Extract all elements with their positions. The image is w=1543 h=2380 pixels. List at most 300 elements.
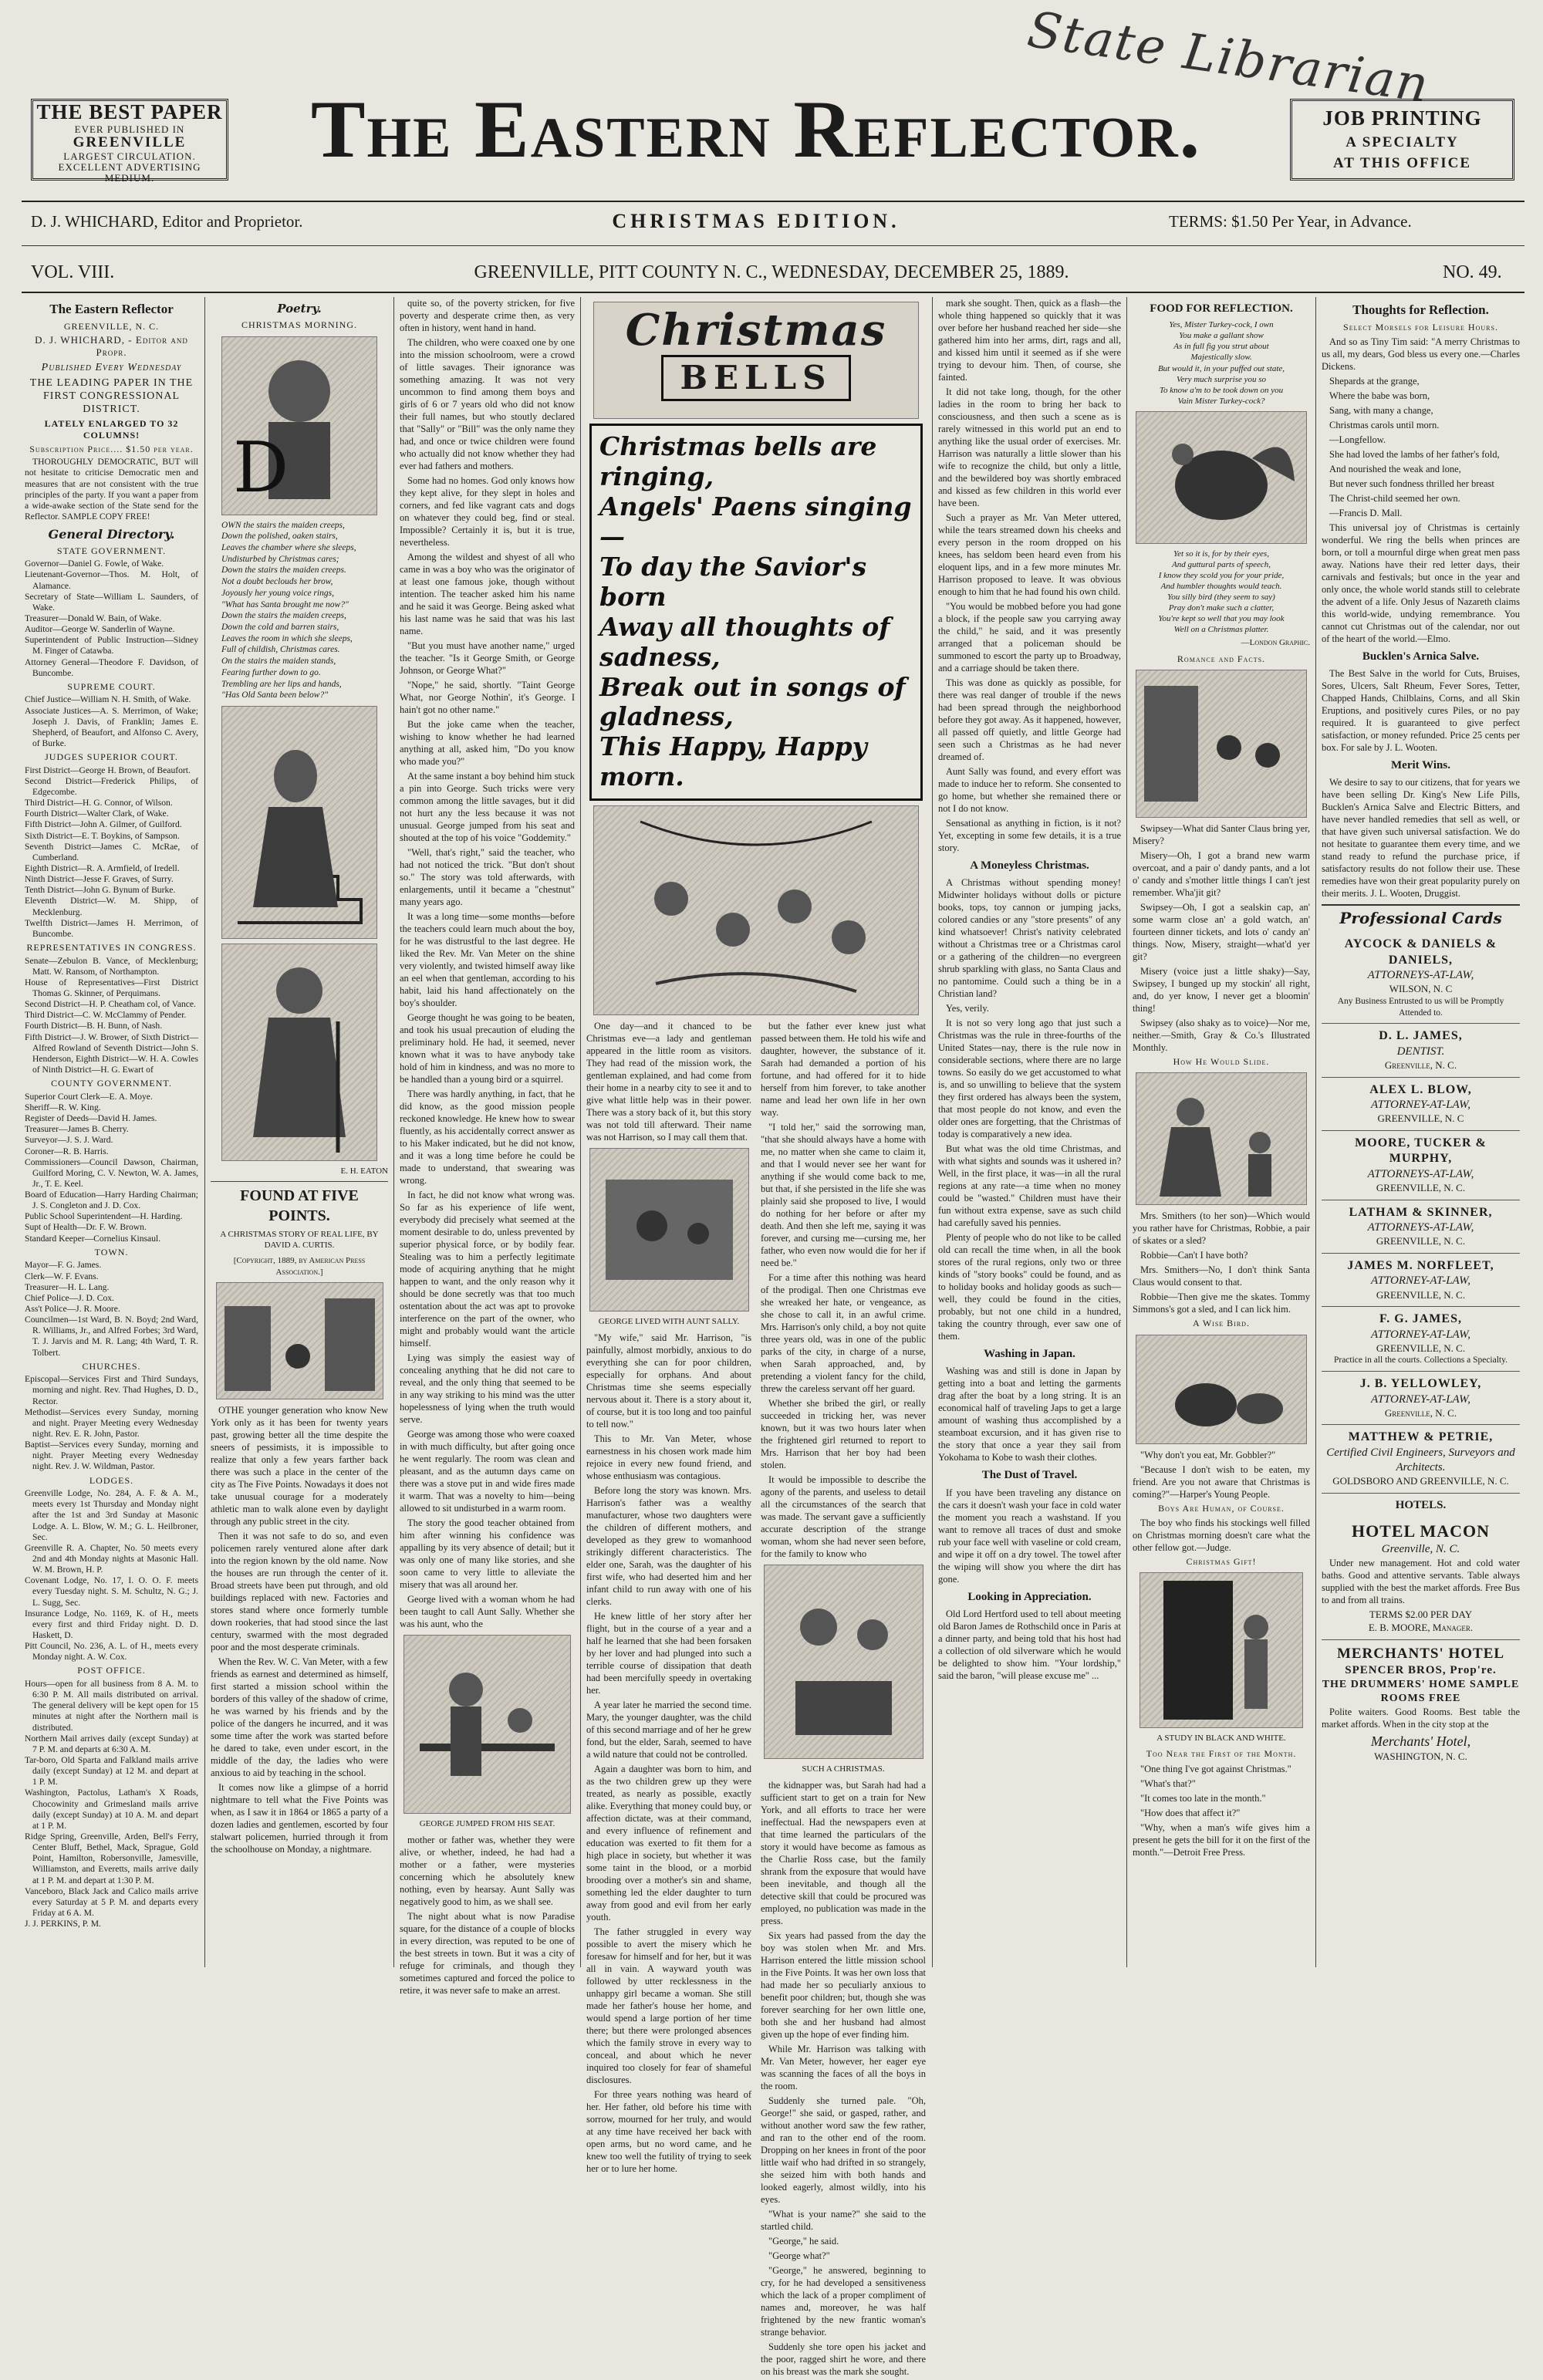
text-line: Hours—open for all business from 8 A. M. to 6:30 P. M. All mails distributed on arrival. The general delivery will be kept open for 15 minutes at night after the Northern mail is distributed. (25, 1679, 198, 1733)
churches-title: CHURCHES. (82, 1360, 141, 1372)
text-line: Such a prayer as Mr. Van Meter uttered, while the tears streamed down his cheeks and every person in the room dropped on his knees, has seldom been heard even from his eloquent lips, and in a few more minutes Mr. Harrison proposed to leave. It was obvious enough to him that he had found his own child. (938, 512, 1121, 597)
hotel2-text: Polite waiters. Good Rooms. Best table the market affords. When in the city stop at the (1322, 1706, 1520, 1730)
card-name: J. B. YELLOWLEY, (1359, 1377, 1482, 1391)
professional-card (1322, 1307, 1520, 1372)
published-line: Published Every Wednesday (41, 362, 182, 374)
text-line: Again a daughter was born to him, and as the two children grew up they were treated, as nearly as possible, exactly alike. Everything that money could buy, or affection dictate, was at their command, and every influence of refinement and education was exerted to fit them for a high place in society, but whether it was some taint in the blood, or a morbid brooding over a mother's sin and shame, something led the elder daughter to turn away from good and evil from her early youth. (586, 1764, 751, 1923)
illustration-street-boys (1136, 670, 1307, 818)
looking-title: Looking in Appreciation. (967, 1590, 1092, 1603)
hotel2-sign: Merchants' Hotel, (1370, 1733, 1471, 1749)
text-line: Surveyor—J. S. J. Ward. (25, 1135, 113, 1146)
card-place: GREENVILLE, N. C. (1376, 1235, 1466, 1247)
masthead-rule-bottom (22, 292, 1524, 293)
text-line: Pitt Council, No. 236, A. L. of H., meets every Monday night. A. W. Cox. (25, 1641, 198, 1663)
column-rule (204, 297, 205, 1967)
illustration-such-a-christmas (764, 1565, 923, 1759)
text-line: Before long the story was known. Mrs. Harrison's father was a wealthy manufacturer, whose two daughters were the children of different mothers, and developed as they grew to womanhood strikingly different characteristics. The elder one, Sarah, was the daughter of his first wife, who had deserted him and her infant child to run away with one of his clerks. (586, 1485, 751, 1608)
professional-card (1322, 1200, 1520, 1254)
svg-text:D: D (233, 427, 289, 508)
card-name: LATHAM & SKINNER, (1349, 1205, 1493, 1219)
column-rule (580, 297, 581, 1967)
column-rule (932, 297, 933, 1967)
turkey-icon (1136, 412, 1306, 543)
text-line: Yes, Mister Turkey-cock, I own (1169, 320, 1274, 330)
bells-header-art (593, 302, 919, 419)
text-line: "Because I don't wish to be eaten, my friend. Are you not aware that Christmas is coming?"—Harper's Young People. (1133, 1463, 1310, 1500)
illustration-george-jumped (403, 1635, 571, 1814)
how-title: How He Would Slide. (1173, 1055, 1270, 1067)
maiden-illustration-icon (222, 707, 376, 938)
text-line: You silly bird (they seem to say) (1167, 592, 1275, 603)
text-line: Baptist—Services every Sunday, morning and night. Prayer Meeting every Wednesday night. Rev. J. W. Wildman, Pastor. (25, 1440, 198, 1472)
text-line: As in full fig you strut about (1173, 342, 1269, 352)
text-line: Insurance Lodge, No. 1169, K. of H., meets every first and third Friday night. D. D. Haskett, D. (25, 1608, 198, 1640)
text-line: I know they scold you for your pride, (1158, 570, 1285, 580)
text-line: Plenty of people who do not like to be called old can recall the time when, in all the book stores of the rural regions, only two or three kinds of "story books" could be found, and as to holiday books and holiday goods as such—well, they could be found in the cities, probably, but not one child in a hundred, taking the country through, ever saw one of them. (938, 1232, 1121, 1342)
text-line: quite so, of the poverty stricken, for five poverty and desperate crime then, as very often in history, went hand in hand. (400, 298, 575, 333)
ear-right-box (1290, 99, 1514, 181)
text-line: "George what?" (768, 2250, 830, 2262)
masthead-rule-mid (22, 245, 1524, 246)
subscription-price: Subscription Price.... $1.50 per year. (29, 443, 194, 454)
text-line: "I told her," said the sorrowing man, "that she should always have a home with me, no matter when she came to claim it, and that I would never see her want for anything if she would come back to me, but that, if she persisted in the life she was plainly said she proposed to live, I would do nothing for her before or after my death. And then she left me, saying it was forever, and cursing me—cursing me, her father, who even now would die for her if need be." (761, 1122, 926, 1269)
text-line: He knew little of her story after her flight, but in the course of a year and a half he learned that she had been forsaken by her lover and had plunged into such a terrible course of dissipation that death had been mercifully speedy in overtaking her. (586, 1611, 751, 1696)
churches-list (25, 1374, 198, 1472)
text-line: the kidnapper was, but Sarah had had a sufficient start to get on a train for New York, and all efforts to trace her were ineffectual. Had the newspapers even at that time learned the particulars of the story it would have become as famous as the Charlie Ross case, but the family shrank from the exposure that would have been inevitable, and though all the detective skill that could be procured was employed, no publication was made in the press. (761, 1780, 926, 1927)
text-line: Superior Court Clerk—E. A. Moye. (25, 1091, 153, 1102)
text-line: Second District—Frederick Philips, of Edgecombe. (25, 775, 198, 798)
text-line: Misery (voice just a little shaky)—Say, Swipsey, I bunged up my stockin' all right, and, do yer know, I never get a bloomin' thing! (1133, 965, 1310, 1014)
card-note: Any Business Entrusted to us will be Promptly Attended to. (1337, 996, 1504, 1018)
mother-son-icon (1136, 1073, 1306, 1204)
democratic-notice: THOROUGHLY DEMOCRATIC, BUT will not hesitate to criticise Democratic men and measures that are not consistent with the true principles of the party. If you want a paper from a wide-awake section of the State send for the Reflector. SAMPLE COPY FREE! (25, 457, 198, 522)
masthead-rule-top (22, 201, 1524, 202)
text-line: Third District—C. W. McClammy of Pender. (25, 1010, 187, 1021)
text-line: Auditor—George W. Sanderlin of Wayne. (25, 624, 175, 635)
illustration-mother-son (1136, 1072, 1307, 1205)
classroom-illustration-icon (404, 1636, 570, 1813)
text-line: Swipsey—Oh, I got a sealskin cap, an' some warm close an' a gold watch, an' fourteen dinner tickets, and lots o' candy an' things. Now, Misery, straight—what'd yer git? (1133, 901, 1310, 962)
lodges-title: LODGES. (89, 1474, 134, 1486)
card-name: ALEX L. BLOW, (1369, 1082, 1472, 1096)
romance-title: Romance and Facts. (1177, 653, 1266, 664)
card-name: JAMES M. NORFLEET, (1347, 1258, 1494, 1272)
enlarged-note: LATELY ENLARGED TO 32 COLUMNS! (44, 418, 179, 441)
hotel2-drummers: THE DRUMMERS' HOME SAMPLE ROOMS FREE (1322, 1679, 1520, 1705)
town-list (25, 1260, 198, 1358)
cards-title: Professional Cards (1322, 904, 1520, 929)
text-line: OWN the stairs the maiden creeps, (221, 520, 345, 530)
text-line: Joyously her young voice rings, (221, 588, 334, 598)
text-line: "George," he said. (768, 2236, 839, 2247)
ear-left-box (31, 99, 228, 184)
illustration-caption: GEORGE JUMPED FROM HIS SEAT. (419, 1819, 555, 1828)
directory-title: General Directory. (48, 527, 175, 542)
text-line: Where the babe was born, (1329, 390, 1430, 402)
text-line: "Well, that's right," said the teacher, who had not noticed the trick. "But don't shout so." The story was told afterwards, with enlargements, until it became a "chestnut" many years ago. (400, 847, 575, 907)
text-line: This was done as quickly as possible, for there was real danger of trouble if the news had been spread through the neighborhood before they got away. As it happened, however, all passed off quietly, and little George had seen such a Christmas as he had never dreamed of. (938, 677, 1121, 762)
text-line: Twelfth District—James H. Merrimon, of Buncombe. (25, 917, 198, 939)
text-line: Lying was simply the easiest way of concealing anything that he did not care to reveal, and the only thing that seemed to be in any way striking to his mind was the utter hopelessness of lying when the truth would serve. (400, 1352, 575, 1425)
column-poetry (211, 297, 388, 1963)
ear-left-line2: EVER PUBLISHED IN (74, 123, 185, 135)
text-line: Away all thoughts of sadness, (599, 611, 890, 672)
card-name: AYCOCK & DANIELS & DANIELS, (1344, 937, 1497, 967)
text-line: Mrs. Smithers—No, I don't think Santa Claus would consent to that. (1133, 1264, 1310, 1288)
text-line: Councilmen—1st Ward, B. N. Boyd; 2nd Ward, R. Williams, Jr., and Alfred Forbes; 3rd Ward, T. J. Jarvis and M. R. Lang; 4th Ward, T. R. Tolbert. (25, 1315, 198, 1358)
food-title: FOOD FOR REFLECTION. (1150, 302, 1293, 315)
story-continued-tail (400, 1834, 575, 1997)
editor-line: D. J. WHICHARD, Editor and Proprietor. (31, 212, 303, 231)
column-rule (393, 297, 394, 1967)
story-continued-paragraphs (400, 297, 575, 1630)
sarah-paragraphs (761, 1020, 926, 1560)
professional-card (1322, 1425, 1520, 1493)
card-place: GREENVILLE, N. C. (1376, 1181, 1466, 1193)
merit-title: Merit Wins. (1391, 759, 1450, 772)
professional-card (1322, 1254, 1520, 1307)
edition-title: CHRISTMAS EDITION. (612, 210, 900, 232)
thoughts-title: Thoughts for Reflection. (1352, 302, 1489, 317)
month-title: Too Near the First of the Month. (1146, 1748, 1297, 1760)
illustration-gobbler (1136, 1335, 1307, 1444)
hotels-title: HOTELS. (1395, 1498, 1447, 1511)
text-line: A Christmas without spending money! Midwinter holidays without dolls or picture books, tops, toy cannon or jumping jacks, colored candies or any "store presents" of any kind whatsoever! Christ's nativity celebrated without a Christmas tree or a Christmas carol or a gathering of the children—no evergreen shrub sparkling with glass, no Santa Claus and no pantomime. Could such a thing be in a Christian land? (938, 877, 1121, 1000)
text-line: Board of Education—Harry Harding Chairman; J. S. Congleton and J. D. Cox. (25, 1190, 198, 1211)
column-christmas-bells (586, 297, 926, 2378)
text-line: Ridge Spring, Greenville, Arden, Bell's Ferry, Center Bluff, Bethel, Mack, Sprague, Gold Point, Hamilton, Robersonville, Jamesville, Williamston, and Everetts, mails arrive daily at 1 P. M. and depart at 1:30 P. M. (25, 1831, 198, 1885)
text-line: "What's that?" (1140, 1777, 1196, 1789)
ear-left-line4: LARGEST CIRCULATION. (63, 150, 196, 162)
text-line: "Why don't you eat, Mr. Gobbler?" (1140, 1449, 1276, 1460)
text-line: Yes, verily. (946, 1003, 989, 1014)
bells-intro: One day—and it chanced to be Christmas eve—a lady and gentleman appeared in the little room as visitors. They had read of the mission work, the gentleman explained, and had come from their home in a nearby city to see it and to give what little help was in their power. There was a story back of it, but this story was not told till afterward. Their name was not Harrison, so I may call them that. (586, 1021, 751, 1143)
text-line: Whether she bribed the girl, or really succeeded in tricking her, was never known, but it was two hours later when the frightened girl returned to report to Mrs. Harrison that her boy had been stolen. (761, 1398, 926, 1471)
text-line: "Has Old Santa been below?" (221, 690, 329, 700)
card-name: MOORE, TUCKER & MURPHY, (1355, 1136, 1487, 1166)
christmas-scene-icon (765, 1565, 923, 1758)
illustration-girl-stairs (221, 944, 377, 1161)
dust-text: If you have been traveling any distance on the cars it doesn't wash your face in cold water the moment you reach a washstand. If you want to remove all traces of dust and smoke rub your face well with vaseline or cold cream, and wipe it off on a dry towel. The towel after the wiping will show you where the dirt has gone. (938, 1487, 1121, 1585)
text-line: Fifth District—John A. Gilmer, of Guilford. (25, 819, 182, 830)
text-line: Swipsey (also shaky as to voice)—Nor me, neither.—Smith, Gray & Co.'s Illustrated Monthly. (1133, 1017, 1310, 1053)
text-line: Fourth District—B. H. Bunn, of Nash. (25, 1021, 163, 1031)
text-line: Christmas bells are ringing, (599, 431, 877, 491)
state-gov-title: STATE GOVERNMENT. (56, 545, 167, 556)
ear-right-line1: JOB PRINTING (1322, 106, 1482, 130)
text-line: You're kept so well that you may look (1158, 614, 1285, 624)
terms-line: TERMS: $1.50 Per Year, in Advance. (1169, 212, 1412, 231)
illustration-maiden-stairs (221, 706, 377, 939)
paper-name: The Eastern Reflector (49, 302, 174, 316)
column-story-continued (400, 297, 575, 1997)
merit-text: We desire to say to our citizens, that for years we have been selling Dr. King's New Life Pills, Bucklen's Arnica Salve and Electric Bitters, and have never handled remedies that sell as well, or that have given such universal satisfaction. We do not hesitate to guarantee them every time, and we stand ready to refund the purchase price, if satisfactory results do not follow their use. These remedies have won their great popularity purely on their merits. J. L. Wooten, Druggist. (1322, 777, 1520, 900)
text-line: Register of Deeds—David H. James. (25, 1113, 157, 1124)
text-line: mother or father was, whether they were alive, or whether, indeed, he had had a mother or a father, were mysteries concerning which he absolutely knew nothing, even by hearsay. Aunt Sally was negatively good to him, as we shall see. (400, 1835, 575, 1908)
text-line: —Francis D. Mall. (1329, 508, 1403, 519)
dust-title: The Dust of Travel. (981, 1469, 1078, 1482)
text-line: "Nope," he said, shortly. "Taint George What, nor George Nothin', it's George. I hain't got no other name." (400, 680, 575, 715)
aunt-sally-icon (590, 1149, 748, 1311)
text-line: Clerk—W. F. Evans. (25, 1271, 99, 1281)
text-line: And humbler thoughts would teach. (1160, 582, 1282, 592)
text-line: George thought he was going to be beaten, and took his usual precaution of eluding the preliminary hold. He had, it seemed, never known what it was to have anybody take hold of him in kindness, and was no more to be handled than a young bird or a squirrel. (400, 1012, 575, 1085)
handwritten-annotation: State Librarian (1024, 1, 1433, 115)
text-line: Sensational as anything in fiction, is it not? Yet, excepting in some few details, it is a true story. (938, 818, 1121, 853)
text-line: "What is your name?" she said to the startled child. (761, 2209, 926, 2233)
text-line: Attorney General—Theodore F. Davidson, of Buncombe. (25, 657, 198, 678)
text-line: The father struggled in every way possible to avert the misery which he foresaw for himself and for her, but it was all in vain. A wayward youth was followed by utter recklessness in the unhappy girl became a woman. She still made her father's house her home, and would spend a large portion of her time there; but there were prolonged absences which the family strove in every way to conceal, and about which he never inquired too closely for fear of shameful disclosures. (586, 1926, 751, 2086)
text-line: Down the polished, oaken stairs, (221, 532, 338, 542)
text-line: Suddenly she turned pale. "Oh, George!" she said, or gasped, rather, and without another word saw the few rather, and ran to the other end of the room. Dropping on her knees in front of the poor little waif who had drifted in so strangely, she seized him with both hands and looked eagerly, almost wildly, into his eyes. (761, 2095, 926, 2206)
card-title: ATTORNEY-AT-LAW, (1370, 1274, 1471, 1288)
card-place: GREENVILLE, N. C. (1376, 1288, 1466, 1301)
text-line: George was among those who were coaxed in with much difficulty, but after going once he went regularly. The room was clean and pleasant, and as the autumn days came on there was a stove put in and wide fires made it warm. That was a novelty to him—being allowed to sit undisturbed in a warm room. (400, 1429, 575, 1514)
ear-right-line3: AT THIS OFFICE (1333, 154, 1471, 171)
text-line: Greenville R. A. Chapter, No. 50 meets every 2nd and 4th Monday nights at Masonic Hall. W. M. Brown, H. P. (25, 1542, 198, 1575)
text-line: "George," he answered, beginning to cry, for he had developed a sensitiveness which the lack of a proper compliment of names and, moreover, he was half frightened by the new frantic woman's strange behavior. (761, 2265, 926, 2338)
text-line: It did not take long, though, for the other ladies in the room to bring her back to consciousness, and then such a scene as is rarely witnessed in this world put an end to anything like the usual order of exercises. Mr. Harrison was naturally a little slower than his wife to recognize the child, but only a little, and the bewildered boy was shortly embraced and kissed as few children in this world ever have been. (938, 387, 1121, 508)
ear-left-line5: EXCELLENT ADVERTISING MEDIUM. (58, 161, 201, 184)
romance-dialogue (1133, 822, 1310, 1054)
text-line: George lived with a woman whom he had been taught to call Aunt Sally. Whether she was his aunt, who the (400, 1594, 575, 1629)
text-line: Sixth District—E. T. Boykins, of Sampson. (25, 830, 180, 841)
issue-number: NO. 49. (1443, 262, 1502, 282)
paper-place: GREENVILLE, N. C. (63, 320, 160, 332)
hotel1-name: HOTEL MACON (1351, 1521, 1491, 1541)
gift-title: Christmas Gift! (1186, 1555, 1257, 1567)
text-line: Trembling are her lips and hands, (221, 679, 342, 689)
text-line: It was a long time—some months—before the teachers could learn much about the boy, for he was distrustful to the last degree. He liked the Rev. Mr. Van Meter on the shine very violently, and twisted himself away like an eel when that gentleman, according to his habit, laid his hand affectionately on the boy's shoulder. (400, 911, 575, 1008)
judges-list (25, 765, 198, 940)
paper-editor: D. J. WHICHARD, - Editor and Propr. (35, 334, 188, 359)
text-line: Chief Justice—William N. H. Smith, of Wake. (25, 694, 191, 705)
text-line: "But you must have another name," urged the teacher. "Is it George Smith, or George Johnson, or George What?" (400, 640, 575, 676)
text-line: Episcopal—Services First and Third Sundays, morning and night. Rev. Thad Hughes, D. D., Rector. (25, 1374, 198, 1406)
text-line: Ass't Police—J. R. Moore. (25, 1303, 120, 1314)
text-line: "One thing I've got against Christmas." (1140, 1763, 1291, 1774)
text-line: Treasurer—H. L. Lang. (25, 1281, 110, 1292)
text-line: Third District—H. G. Connor, of Wilson. (25, 798, 173, 809)
column-moneyless-christmas (938, 297, 1121, 1963)
text-line: Leaves the chamber where she sleeps, (221, 542, 356, 552)
thoughts-paragraphs (1322, 336, 1520, 645)
supreme-court-title: SUPREME COURT. (67, 680, 156, 692)
text-line: Superintendent of Public Instruction—Sidney M. Finger of Catawba. (25, 635, 198, 657)
bells-right-sub (761, 1020, 926, 2380)
hotel-macon-card (1322, 1516, 1520, 1640)
leading-paper: THE LEADING PAPER IN THE FIRST CONGRESSIONAL DISTRICT. (29, 377, 194, 416)
text-line: To day the Savior's born (599, 551, 867, 612)
text-line: Greenville Lodge, No. 284, A. F. & A. M., meets every 1st Thursday and Monday night after the 1st and 3rd Sunday at Masonic Lodge. A. L. Blow, W. M.; G. L. Heilbroner, Sec. (25, 1488, 198, 1542)
arnica-title: Bucklen's Arnica Salve. (1362, 650, 1480, 663)
moneyless-paragraphs (938, 876, 1121, 1342)
text-line: And guttural parts of speech, (1171, 559, 1271, 569)
newspaper-title: The Eastern Reflector. (310, 84, 1202, 174)
card-place: Greenville, N. C. (1384, 1058, 1457, 1071)
card-place: Greenville, N. C. (1384, 1406, 1457, 1419)
washing-title: Washing in Japan. (984, 1348, 1075, 1361)
text-line: The night about what is now Paradise square, for the distance of a couple of blocks in every direction, was reputed to be one of the best streets in town. But it was a city of refuge for criminals, and though they sometimes captured and forced the police to retire, it was never safe to make an arrest. (400, 1911, 575, 1997)
text-line: Break out in songs of gladness, (599, 671, 906, 732)
food-verse-2 (1133, 549, 1310, 636)
text-line: Very much surprise you so (1176, 374, 1267, 384)
text-line: But never such fondness thrilled her breast (1329, 478, 1494, 490)
moneyless-title: A Moneyless Christmas. (970, 859, 1089, 872)
text-line: Covenant Lodge, No. 17, I. O. O. F. meets every Tuesday night. S. M. Schultz, N. G.; J. L. Sugg, Sec. (25, 1575, 198, 1608)
text-line: For three years nothing was heard of her. Her father, old before his time with sorrow, mourned for her truly, and would at any time have received her back with open arms, but no word came, and he knew too well the futility of trying to seek her or to lure her home. (586, 2089, 751, 2175)
text-line: You make a gallant show (1179, 331, 1264, 341)
card-title: ATTORNEY-AT-LAW, (1370, 1099, 1471, 1112)
card-title: ATTORNEYS-AT-LAW, (1367, 1221, 1474, 1234)
bells-left-sub (586, 1020, 751, 2380)
story-copyright: [Copyright, 1889, by American Press Association.] (233, 1256, 366, 1277)
text-line: Public School Superintendent—H. Harding. (25, 1211, 183, 1222)
text-line: It comes now like a glimpse of a horrid nightmare to tell what the Five Points was when, as I saw it in 1864 or 1865 a party of a dozen ladies and gentlemen, escorted by four stalwart policemen, hurried through it from the schoolhouse on Monday, a nightmare. (211, 1781, 388, 1855)
column-rule (1126, 297, 1127, 1967)
santa-illustration-icon (222, 337, 376, 515)
poem-lines (211, 520, 388, 702)
text-line: This to Mr. Van Meter, whose earnestness in his chosen work made him rejoice in every new found friend, and whose enthusiasm was contagious. (586, 1433, 751, 1482)
text-line: The story the good teacher obtained from him after winning his confidence was appalling by its very absence of detail; but it was only one of many like stories, and she soon came to very little to alleviate the misery that was all around her. (400, 1517, 575, 1590)
text-line: J. J. PERKINS, P. M. (25, 1919, 101, 1929)
supreme-court-list (25, 694, 198, 749)
text-line: Methodist—Services every Sunday, morning and night. Prayer Meeting every Wednesday night. Rev. E. R. John, Pastor. (25, 1406, 198, 1439)
text-line: but the father ever knew just what passed between them. He told his wife and daughter, however, the substance of it. Sarah had demanded a portion of his fortune, and had offered for it to hide herself from him forever, to take another name and lead her own life in her own way. (761, 1021, 926, 1119)
text-line: "How does that affect it?" (1140, 1807, 1241, 1818)
text-line: There was hardly anything, in fact, that he did know, as the good mission people reckoned knowledge. He knew how to swear fluently, as his accidentally correct answer as to his Maker indicated, but he did not know, and it was a long time before he could be made to understand, that swearing was wrong. (400, 1089, 575, 1186)
hotel2-city: WASHINGTON, N. C. (1374, 1750, 1467, 1763)
column-rule (1315, 297, 1316, 1967)
card-name: F. G. JAMES, (1379, 1312, 1462, 1326)
merchants-hotel-card (1322, 1640, 1520, 1768)
town-title: TOWN. (94, 1246, 129, 1258)
text-line: The children, who were coaxed one by one into the mission schoolroom, were a crowd of little savages. Their ignorance was something amazing. It was not very uncommon to find among them boys and girls of 6 or 7 years old who did not know their full names, but who stoutly declared that "Sally" or "Bill" was the only name they had, and once or twice children were found who actually did not know whether they had ever had fathers and mothers. (400, 337, 575, 471)
text-line: Down the stairs the maiden creeps, (221, 611, 346, 621)
text-line: She had loved the lambs of her father's fold, (1329, 449, 1500, 461)
reunion-paragraphs (938, 297, 1121, 854)
text-line: "Why, when a man's wife gives him a present he gets the bill for it on the first of the month."—Detroit Free Press. (1133, 1821, 1310, 1858)
text-line: Suddenly she tore open his jacket and the poor, ragged shirt he wore, and there on his breast was the mark she sought. (761, 2341, 926, 2378)
professional-cards (1322, 932, 1520, 1494)
story-title: FOUND AT FIVE POINTS. (211, 1181, 388, 1226)
text-line: Yet so it is, for by their eyes, (1173, 549, 1269, 559)
professional-card (1322, 932, 1520, 1024)
month-dialogue (1133, 1763, 1310, 1858)
gobbler-icon (1136, 1335, 1306, 1443)
text-line: Vain Mister Turkey-cock? (1177, 396, 1265, 406)
text-line: Fifth District—J. W. Brower, of Sixth District—Alfred Rowland of Seventh District—John S. Henderson, Eighth District—W. H. A. Cowles of Ninth District—H. G. Ewart of (25, 1031, 198, 1075)
text-line: Then it was not safe to do so, and even policemen rarely ventured alone after dark into the region known by the old name. Now the houses are run through the center of it. Broad streets have been put through, and old buildings replaced with new. Factories and stores stand where once formerly tumble down rookeries, that had stood since the last century, swarmed with the most degraded poor and the most desperate criminals. (211, 1530, 388, 1652)
professional-card (1322, 1131, 1520, 1200)
text-line: Misery—Oh, I got a brand new warm overcoat, and a pair o' dandy pants, and a lot o' candy and s'mother little things I can't jest remember. Wha'jit git? (1133, 849, 1310, 898)
text-line: House of Representatives—First District Thomas G. Skinner, of Perquimans. (25, 977, 198, 999)
illustration-black-white (1140, 1572, 1303, 1728)
illustration-turkey (1136, 411, 1307, 544)
card-title: ATTORNEYS-AT-LAW, (1367, 969, 1474, 982)
bells-verse-box (589, 424, 923, 801)
text-line: And nourished the weak and lone, (1329, 464, 1461, 475)
text-line: Robbie—Then give me the skates. Tommy Simmons's got a sled, and I can lick him. (1133, 1291, 1310, 1315)
text-line: "My wife," said Mr. Harrison, "is painfully, almost morbidly, anxious to do everything she can for poor children, especially for orphans. And about Christmas time she seems especially nervous about it. There is a story about it, of course, but it is too long and too painful to tell now." (586, 1332, 751, 1430)
text-line: Sheriff—R. W. King. (25, 1102, 101, 1112)
text-line: In fact, he did not know what wrong was. So far as his experience of life went, everybody did precisely what seemed at the moment desirable to do, unless prevented by superior physical force, or by bodily fear. Stealing was to him a perfectly legitimate mode of acquiring anything that he might happen to want, and the only reason why it should be done secretly was that too much ostentation about the act was apt to provoke interference on the part of the owner, who might and probably would want the article himself. (400, 1190, 575, 1349)
doorway-icon (1140, 1573, 1302, 1727)
text-line: Treasurer—Donald W. Bain, of Wake. (25, 613, 162, 623)
card-title: DENTIST. (1396, 1045, 1445, 1058)
professional-card (1322, 1078, 1520, 1131)
text-line: Leaves the room in which she sleeps, (221, 633, 353, 643)
text-line: Chief Police—J. D. Cox. (25, 1292, 114, 1303)
text-line: This universal joy of Christmas is certainly wonderful. We ring the bells when princes are born, or toll a mournful dirge when great men pass away. Nations have their red letter days, their carnivals and festivals; but once in the year and only once, the whole world stands still to celebrate the advent of a life. Only Jesus of Nazareth claims this world-wide, undying remembrance. You cannot cut Christmas out of the calendar, nor out of the heart of the world.—Elmo. (1322, 522, 1520, 645)
bells-verse (599, 432, 913, 792)
text-line: But the joke came when the teacher, wishing to know whether he had learned anything at all, asked him, "Do you know who made you?" (400, 719, 575, 767)
text-line: Not a doubt beclouds her brow, (221, 577, 333, 587)
text-line: Mrs. Smithers (to her son)—Which would you rather have for Christmas, Robbie, a pair of skates or a sled? (1133, 1210, 1310, 1247)
text-line: Pray don't make such a clatter, (1168, 603, 1275, 613)
poem-author: E. H. EATON (340, 1166, 388, 1176)
card-name: MATTHEW & PETRIE, (1348, 1430, 1494, 1444)
poem-title: CHRISTMAS MORNING. (241, 319, 358, 331)
text-line: —Longfellow. (1329, 434, 1386, 446)
card-note: Practice in all the courts. Collections a Specialty. (1333, 1355, 1508, 1366)
text-line: Northern Mail arrives daily (except Sunday) at 7 P. M. and departs at 6:30 A. M. (25, 1733, 198, 1754)
card-title: ATTORNEYS-AT-LAW, (1367, 1167, 1474, 1180)
text-line: When the Rev. W. C. Van Meter, with a few friends as earnest and determined as himself, first started a mission school within the borders of this valley of the shadow of crime, he was warned by his friends and by the police of the dangers he incurred, and it was some time after the work was started before he dared to take, even under escort, in the middle of the day, the ladies who were anxious to aid by teaching in the school. (211, 1656, 388, 1778)
card-title: ATTORNEY-AT-LAW, (1370, 1328, 1471, 1341)
illustration-five-points (216, 1282, 383, 1399)
text-line: But what was the old time Christmas, and with what sights and sounds was it ushered in? Well, in the first place, it was—in all the rural regions at any rate—a time when no money could be "wasted." Children must have their fun without extra expense, save as such child had carefully saved his pennies. (938, 1143, 1121, 1229)
such-christmas-caption: SUCH A CHRISTMAS. (802, 1764, 885, 1774)
volume-number: VOL. VIII. (31, 262, 115, 282)
text-line: Tar-boro, Old Sparta and Falkland mails arrive daily (except Sunday) at 12 M. and depart at 1 P. M. (25, 1755, 198, 1788)
text-line: On the stairs the maiden stands, (221, 657, 336, 667)
text-line: Fearing further down to go. (221, 667, 321, 677)
column-food-for-reflection (1133, 297, 1310, 1963)
post-office-title: POST OFFICE. (77, 1665, 146, 1676)
text-line: It is not so very long ago that just such a Christmas was the rule in three-fourths of the United States—nay, there is the rule now in considerable sections, where there are no large towns. So easily do we get accustomed to what is, and so unwilling to believe that the system they first ordered has always been the system, that most people do not know, and even the older ones are forgetting, that the Christmas of today is comparatively a new idea. (938, 1018, 1121, 1140)
girl-illustration-icon (222, 944, 376, 1160)
text-line: Christmas carols until morn. (1329, 420, 1440, 431)
food-source: —London Graphic. (1241, 638, 1310, 648)
wise-title: A Wise Bird. (1193, 1318, 1250, 1329)
post-office-list (25, 1679, 198, 1929)
text-line: For a time after this nothing was heard of the prodigal. Then one Christmas eve she wreaked her hate, or vengeance, as she chose to call it, in an awful crime. Mrs. Harrison's only child, a boy not quite three years old, was in one of the public parks of the city, in charge of a nurse, when Sarah approached, and, by pretending a violent fancy for the child, threw the careless servant off her guard. (761, 1272, 926, 1395)
text-line: Down the stairs the maiden creeps. (221, 565, 346, 576)
thoughts-subtitle: Select Morsels for Leisure Hours. (1343, 321, 1498, 333)
text-line: OTHE younger generation who know New York only as it has been for twenty years past, growing better all the time despite the sneers of pessimists, it is impossible to realize that only a few years farther back there was such a place in the center of the city as The Five Points. Nowadays it does not take unusual courage for a moderately athletic man to walk alone even by daylight through any public street in the city. (211, 1404, 388, 1527)
illustration-bell-ringers (593, 805, 919, 1015)
text-line: Senate—Zebulon B. Vance, of Mecklenburg; Matt. W. Ransom, of Northampton. (25, 955, 198, 977)
text-line: Sang, with many a change, (1329, 405, 1433, 417)
text-line: Angels' Paens singing— (599, 491, 912, 552)
text-line: Standard Keeper—Cornelius Kinsaul. (25, 1233, 161, 1244)
illustration-santa (221, 336, 377, 515)
text-line: But would it, in your puffed out state, (1157, 363, 1285, 373)
story-paragraphs (211, 1404, 388, 1855)
card-place: WILSON, N. C (1389, 983, 1453, 995)
boys-text: The boy who finds his stockings well filled on Christmas morning doesn't care what the other fellow got.—Judge. (1133, 1517, 1310, 1553)
card-place: GREENVILLE, N. C (1377, 1112, 1464, 1125)
gift-caption: A STUDY IN BLACK AND WHITE. (1156, 1734, 1286, 1744)
text-line: While Mr. Harrison was talking with Mr. Van Meter, however, her eager eye was scanning the faces of all the boys in the room. (761, 2044, 926, 2092)
text-line: Swipsey—What did Santer Claus bring yer, Misery? (1133, 822, 1310, 846)
text-line: This Happy, Happy morn. (599, 731, 867, 792)
text-line: Lieutenant-Governor—Thos. M. Holt, of Alamance. (25, 569, 198, 591)
text-line: Robbie—Can't I have both? (1140, 1250, 1248, 1261)
card-place: GOLDSBORO AND GREENVILLE, N. C. (1332, 1475, 1509, 1487)
text-line: Seventh District—James C. McRae, of Cumberland. (25, 841, 198, 863)
